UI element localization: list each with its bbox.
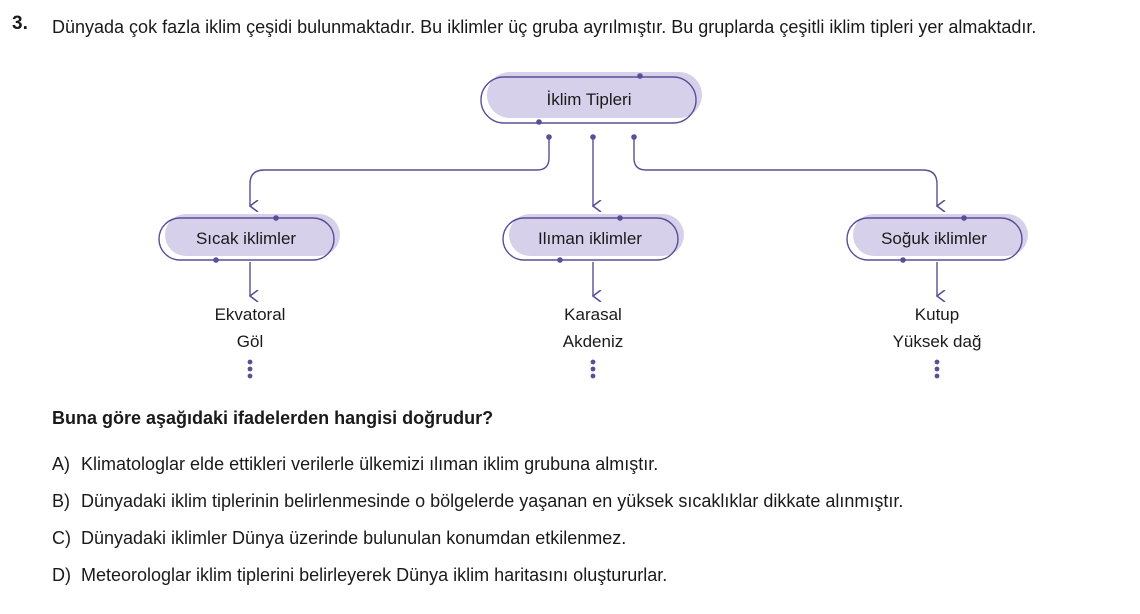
option-text: Dünyadaki iklimler Dünya üzerinde bulunulan konumdan etkilenmez. xyxy=(81,528,627,548)
leaf-item-kutup: Kutup xyxy=(914,305,960,324)
option-c[interactable] xyxy=(52,526,903,563)
root-label: İklim Tipleri xyxy=(546,90,632,109)
group-node-temperate xyxy=(503,214,684,263)
option-label: D) xyxy=(52,565,71,585)
group-node-cold xyxy=(847,214,1028,263)
leaf-item-gol: Göl xyxy=(236,332,264,351)
option-label: A) xyxy=(52,454,70,474)
ellipsis-cold xyxy=(935,360,940,379)
option-text: Klimatologlar elde ettikleri verilerle ülkemizi ılıman iklim grubuna almıştır. xyxy=(81,454,659,474)
option-b[interactable] xyxy=(52,489,903,526)
question-text: Dünyada çok fazla iklim çeşidi bulunmaktadır. Bu iklimler üç gruba ayrılmıştır. Bu gruplarda çeşitli iklim tipleri yer almaktadır. xyxy=(52,17,1037,37)
ellipsis-temperate xyxy=(591,360,596,379)
option-text: Dünyadaki iklim tiplerinin belirlenmesinde o bölgelerde yaşanan en yüksek sıcaklıklar dikkate alınmıştır. xyxy=(81,491,904,511)
group-label-temperate: Ilıman iklimler xyxy=(538,229,642,248)
option-a[interactable] xyxy=(52,452,903,489)
group-label-hot: Sıcak iklimler xyxy=(195,229,297,248)
leaf-item-akdeniz: Akdeniz xyxy=(562,332,624,351)
option-text: Meteorologlar iklim tiplerini belirleyerek Dünya iklim haritasını oluştururlar. xyxy=(81,565,668,585)
option-label: C) xyxy=(52,528,71,548)
ellipsis-hot xyxy=(248,360,253,379)
leaf-item-ekvatoral: Ekvatoral xyxy=(214,305,286,324)
group-label-cold: Soğuk iklimler xyxy=(881,229,987,248)
question-number: 3. xyxy=(12,13,28,34)
option-label: B) xyxy=(52,491,70,511)
leaf-item-yuksek-dag: Yüksek dağ xyxy=(892,332,982,351)
group-node-hot xyxy=(159,214,340,263)
answer-options xyxy=(52,452,903,600)
question-prompt: Buna göre aşağıdaki ifadelerden hangisi doğrudur? xyxy=(52,408,494,428)
root-node xyxy=(481,72,702,125)
leaf-item-karasal: Karasal xyxy=(564,305,622,324)
option-d[interactable] xyxy=(52,563,903,600)
